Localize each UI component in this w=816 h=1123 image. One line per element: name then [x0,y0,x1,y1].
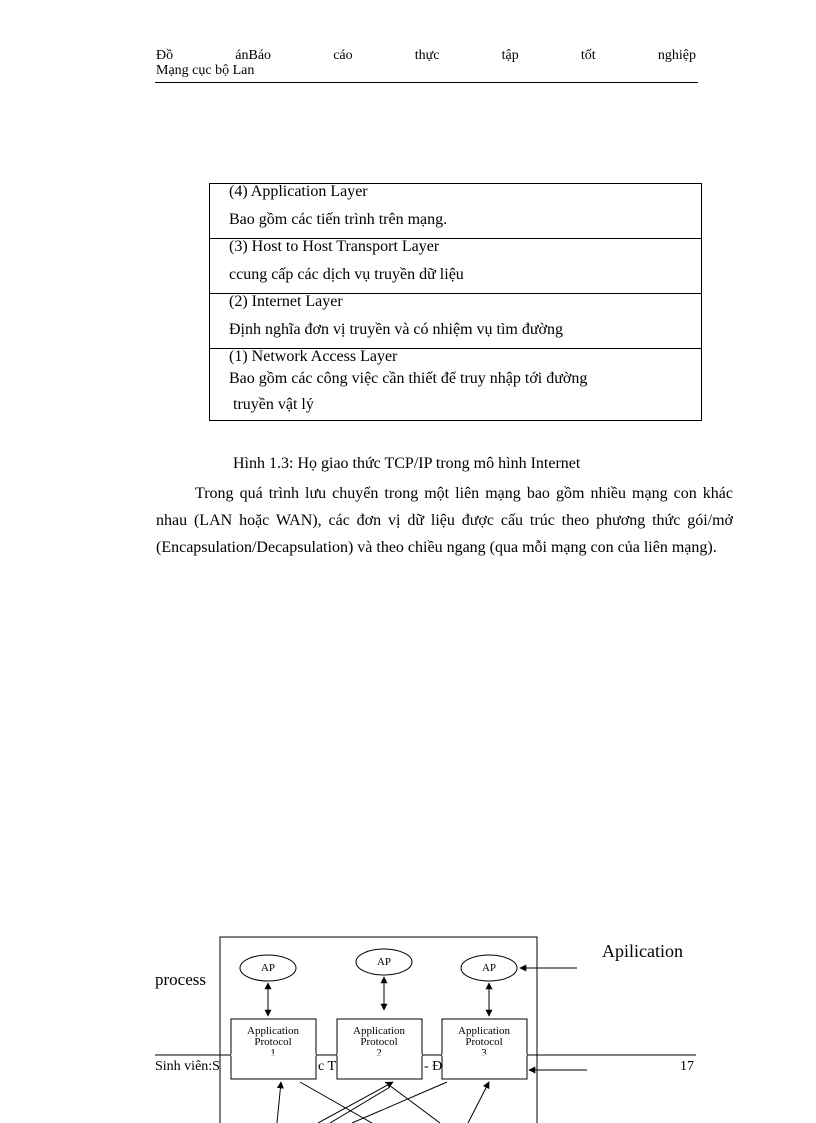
page-number: 17 [680,1059,694,1074]
footer-student: Sinh viên:S [155,1059,220,1074]
layer-description: Bao gồm các tiến trình trên mạng. [229,211,448,228]
header-rule [155,82,698,83]
layer-description: Bao gồm các công việc cần thiết để truy nhập tới đường [229,370,588,387]
header-subtitle: Mạng cục bộ Lan [156,63,255,78]
protocol-label: Application [458,1025,510,1037]
header-word: cáo [333,48,353,63]
box-mask [232,1059,316,1079]
body-paragraph [156,480,733,561]
layer-title: (3) Host to Host Transport Layer [229,238,440,255]
header-word: ánBáo [235,48,272,63]
box-mask [338,1059,422,1079]
ap-label: AP [376,956,392,968]
ap-label: AP [481,962,497,974]
process-label: process [155,970,206,989]
link-line [318,1082,393,1123]
layer-row [210,293,701,348]
protocol-label: Protocol [465,1036,503,1048]
header-word: tốt [580,48,596,63]
link-line [277,1082,281,1123]
layer-title: (4) Application Layer [229,183,368,200]
layer-description: Định nghĩa đơn vị truyền và có nhiệm vụ tìm đường [229,321,563,338]
layer-description: ccung cấp các dịch vụ truyền dữ liệu [229,266,464,283]
figure-caption: Hình 1.3: Họ giao thức TCP/IP trong mô hình Internet [233,455,581,472]
header-word: Đồ [156,48,174,63]
footer-fragment: c T [318,1059,337,1074]
application-label: Apilication [602,941,683,961]
box-mask [443,1059,527,1079]
protocol-number: 1 [270,1047,276,1059]
link-line [468,1082,489,1123]
ap-node [240,955,296,981]
footer-fragment: - Đ [424,1059,443,1074]
application-process-diagram [0,925,816,1123]
layer-title: (2) Internet Layer [229,293,343,310]
link-line [352,1082,447,1123]
ap-node [356,949,412,975]
protocol-label: Protocol [254,1036,292,1048]
protocol-number: 2 [376,1047,382,1059]
header-word: thực [414,48,440,63]
protocol-label: Application [353,1025,405,1037]
layer-description: truyền vật lý [229,396,314,413]
protocol-number: 3 [481,1047,487,1059]
layer-row [210,348,701,420]
protocol-label: Application [247,1025,299,1037]
tcpip-layer-table [209,183,702,421]
link-line [330,1087,390,1123]
protocol-label: Protocol [360,1036,398,1048]
layer-row [210,184,701,238]
header-title [156,49,696,63]
layer-title: (1) Network Access Layer [229,348,398,365]
ap-node [461,955,517,981]
ap-label: AP [260,962,276,974]
link-line [300,1082,372,1123]
header-word: tập [501,48,519,63]
paragraph-text: Trong quá trình lưu chuyển trong một liên mạng bao gồm nhiều mạng con khác nhau (LAN hoặc WAN), các đơn vị dữ liệu được cấu trúc theo phương thức gói/mở (Encapsulation/Decapsulation) và theo chiều ngang (qua mỗi mạng con của liên mạng). [156,485,733,556]
header-word: nghiệp [657,48,696,63]
layer-row [210,238,701,293]
